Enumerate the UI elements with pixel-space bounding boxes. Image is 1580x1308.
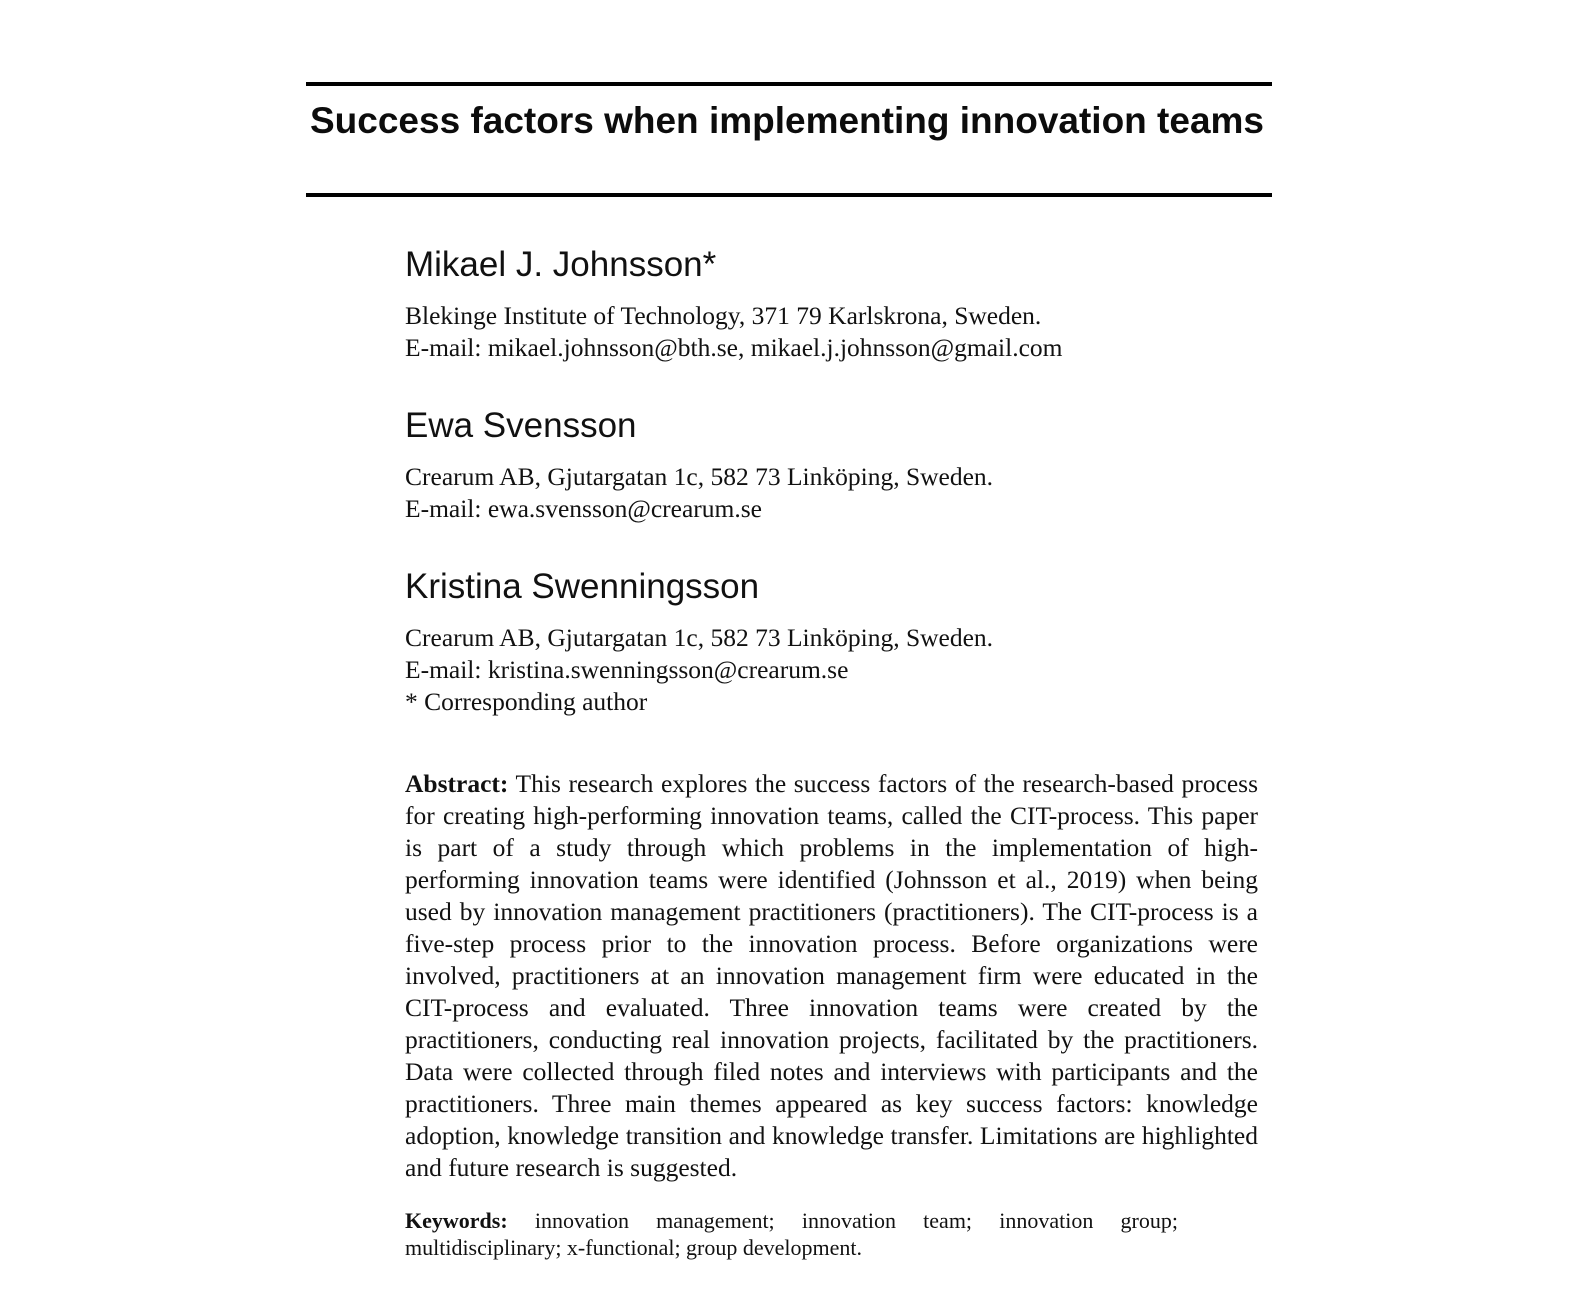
keywords-label: Keywords:: [405, 1208, 508, 1233]
author-name: Kristina Swenningsson: [405, 567, 760, 606]
author-email: E-mail: mikael.johnsson@bth.se, mikael.j.johnsson@gmail.com: [405, 333, 1063, 362]
keywords-text: innovation management; innovation team; innovation group; multidisciplinary; x-functional; group development.: [405, 1208, 1178, 1260]
author-block: [405, 245, 1265, 364]
abstract-text: This research explores the success factors of the research-based process for creating high-performing innovation teams, called the CIT-process. This paper is part of a study through which problems in the implementation of high-performing innovation teams were identified (Johnsson et al., 2019) when being used by innovation management practitioners (practitioners). The CIT-process is a five-step process prior to the innovation process. Before organizations were involved, practitioners at an innovation management firm were educated in the CIT-process and evaluated. Three innovation teams were created by the practitioners, conducting real innovation projects, facilitated by the practitioners. Data were collected through filed notes and interviews with participants and the practitioners. Three main themes appeared as key success factors: knowledge adoption, knowledge transition and knowledge transfer. Limitations are highlighted and future research is suggested.: [405, 769, 1258, 1182]
paper-title: Success factors when implementing innovation teams: [310, 100, 1265, 141]
author-affiliation: Blekinge Institute of Technology, 371 79 Karlskrona, Sweden.: [405, 301, 1042, 330]
author-email: E-mail: ewa.svensson@crearum.se: [405, 494, 762, 523]
author-affiliation: Crearum AB, Gjutargatan 1c, 582 73 Linköping, Sweden.: [405, 623, 994, 652]
keywords: [405, 1207, 1178, 1261]
title-block: [306, 82, 1272, 197]
author-email: E-mail: kristina.swenningsson@crearum.se: [405, 655, 849, 684]
author-name: Ewa Svensson: [405, 406, 637, 445]
corresponding-author-note: * Corresponding author: [405, 687, 648, 716]
author-block: [405, 406, 1265, 525]
author-affiliation: Crearum AB, Gjutargatan 1c, 582 73 Linköping, Sweden.: [405, 462, 994, 491]
author-list: [405, 245, 1265, 760]
abstract-label: Abstract:: [405, 769, 509, 798]
author-block: [405, 567, 1265, 718]
abstract: [405, 768, 1258, 1184]
author-name: Mikael J. Johnsson*: [405, 245, 717, 284]
